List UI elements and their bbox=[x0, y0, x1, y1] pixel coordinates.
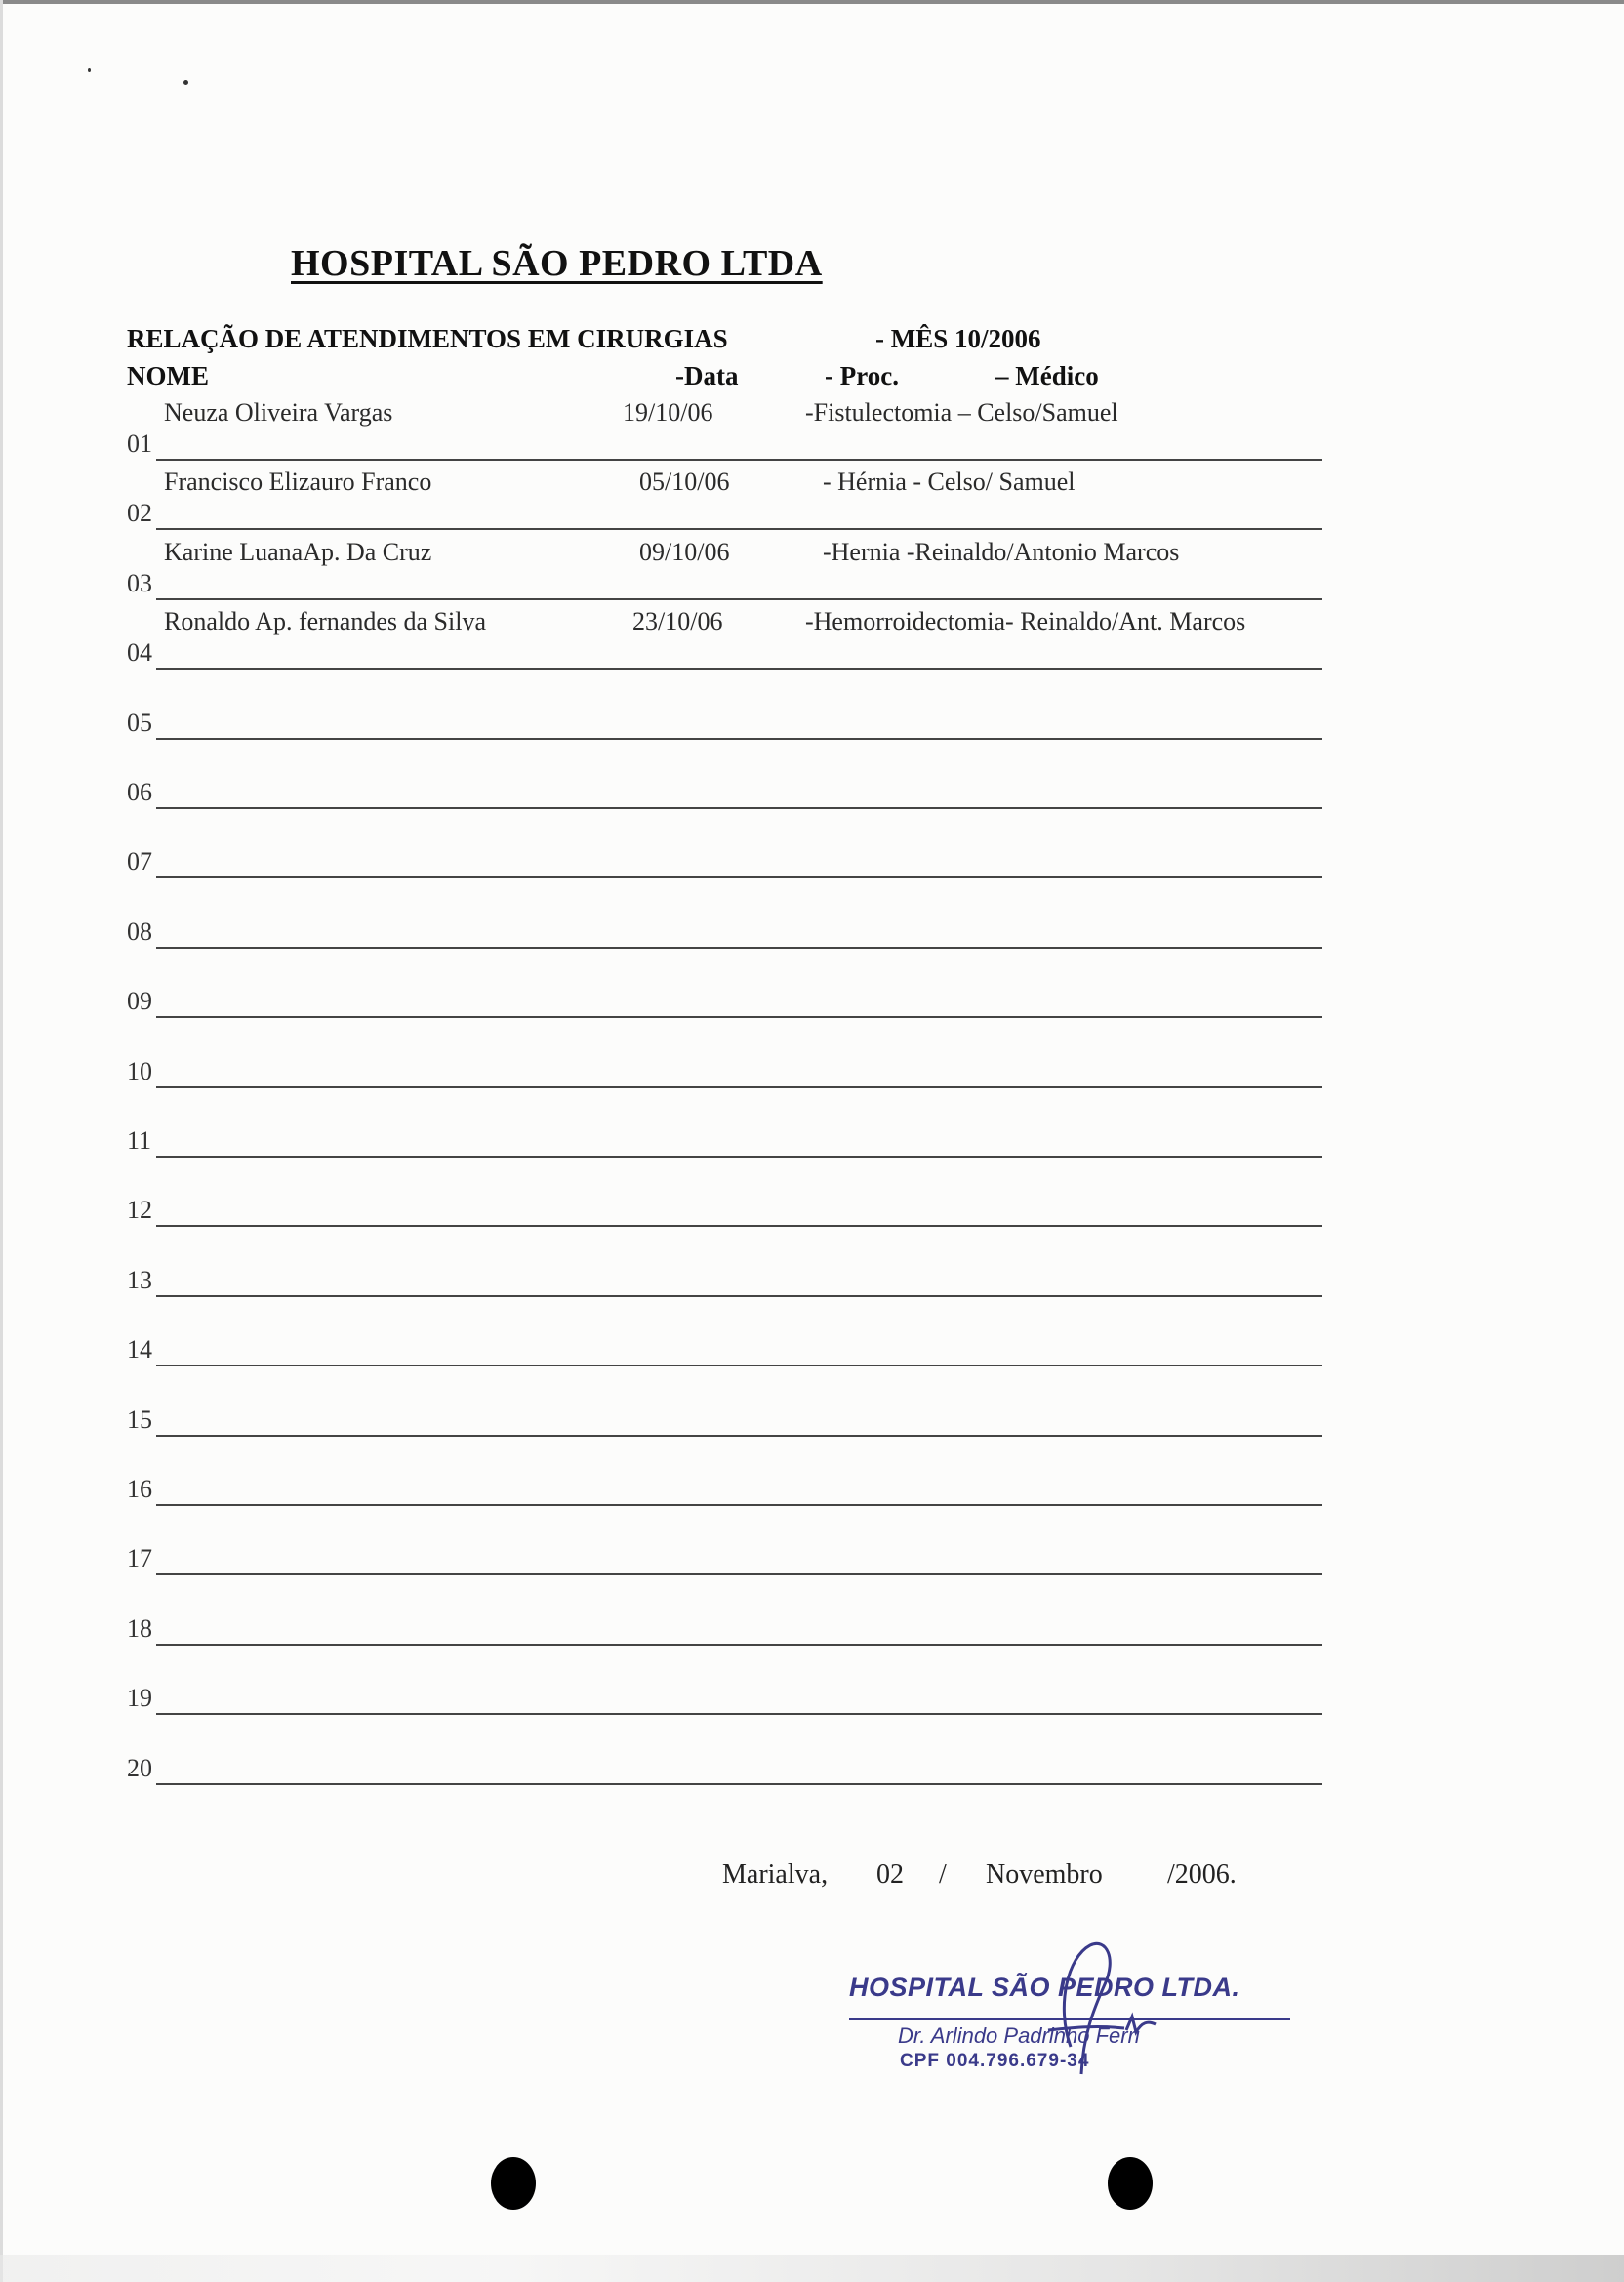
row-number: 06 bbox=[127, 778, 152, 806]
footer-month: Novembro bbox=[986, 1859, 1103, 1890]
report-title: RELAÇÃO DE ATENDIMENTOS EM CIRURGIAS bbox=[127, 324, 728, 353]
row-rule bbox=[156, 1365, 1322, 1366]
row-number: 05 bbox=[127, 709, 152, 737]
row-rule bbox=[156, 1225, 1322, 1227]
row-number: 09 bbox=[127, 987, 152, 1015]
row-rule bbox=[156, 947, 1322, 949]
row-number: 04 bbox=[127, 638, 152, 667]
column-header-procedure: - Proc. bbox=[825, 361, 899, 390]
procedure-date: 19/10/06 bbox=[623, 398, 713, 427]
row-rule bbox=[156, 1295, 1322, 1297]
row-number: 14 bbox=[127, 1335, 152, 1364]
punch-hole-right bbox=[1108, 2157, 1153, 2210]
row-rule bbox=[156, 1644, 1322, 1646]
row-number: 15 bbox=[127, 1406, 152, 1434]
row-number: 12 bbox=[127, 1196, 152, 1224]
stamp-signature-line bbox=[849, 2018, 1290, 2020]
report-month: - MÊS 10/2006 bbox=[875, 324, 1041, 353]
column-header-date: -Data bbox=[675, 361, 739, 390]
row-number: 20 bbox=[127, 1754, 152, 1782]
patient-name: Neuza Oliveira Vargas bbox=[164, 398, 393, 427]
procedure-and-doctor: - Hérnia - Celso/ Samuel bbox=[823, 468, 1076, 496]
row-number: 13 bbox=[127, 1266, 152, 1294]
footer-city: Marialva, bbox=[722, 1859, 829, 1890]
row-rule bbox=[156, 668, 1322, 670]
row-rule bbox=[156, 738, 1322, 740]
row-number: 08 bbox=[127, 917, 152, 946]
stamp-doctor-name: Dr. Arlindo Padrinho Ferri bbox=[898, 2023, 1140, 2048]
row-rule bbox=[156, 1504, 1322, 1506]
row-number: 03 bbox=[127, 569, 152, 597]
row-rule bbox=[156, 1713, 1322, 1715]
row-rule bbox=[156, 1016, 1322, 1018]
footer-year: /2006. bbox=[1167, 1859, 1237, 1890]
procedure-and-doctor: -Hernia -Reinaldo/Antonio Marcos bbox=[823, 538, 1180, 566]
scan-noise-bottom bbox=[0, 2255, 1624, 2282]
row-rule bbox=[156, 807, 1322, 809]
hospital-title: HOSPITAL SÃO PEDRO LTDA bbox=[291, 243, 823, 284]
row-number: 17 bbox=[127, 1544, 152, 1572]
stamp-cpf: CPF 004.796.679-34 bbox=[900, 2051, 1090, 2071]
scan-speck bbox=[183, 80, 188, 85]
row-rule bbox=[156, 1086, 1322, 1088]
row-rule bbox=[156, 1573, 1322, 1575]
patient-name: Ronaldo Ap. fernandes da Silva bbox=[164, 607, 486, 635]
row-rule bbox=[156, 459, 1322, 461]
row-number: 19 bbox=[127, 1684, 152, 1712]
row-rule bbox=[156, 876, 1322, 878]
row-number: 16 bbox=[127, 1475, 152, 1503]
procedure-date: 09/10/06 bbox=[639, 538, 730, 566]
row-number: 18 bbox=[127, 1614, 152, 1643]
row-rule bbox=[156, 598, 1322, 600]
row-rule bbox=[156, 1783, 1322, 1785]
procedure-and-doctor: -Hemorroidectomia- Reinaldo/Ant. Marcos bbox=[805, 607, 1246, 635]
procedure-date: 05/10/06 bbox=[639, 468, 730, 496]
patient-name: Francisco Elizauro Franco bbox=[164, 468, 432, 496]
column-header-name: NOME bbox=[127, 361, 209, 390]
stamp-hospital-name: HOSPITAL SÃO PEDRO LTDA. bbox=[849, 1973, 1240, 2002]
column-header-doctor: – Médico bbox=[995, 361, 1099, 390]
row-number: 07 bbox=[127, 847, 152, 876]
footer-day: 02 bbox=[876, 1859, 904, 1890]
row-rule bbox=[156, 528, 1322, 530]
hospital-stamp bbox=[841, 1937, 1310, 2084]
row-number: 01 bbox=[127, 429, 152, 458]
footer-separator: / bbox=[939, 1859, 947, 1890]
procedure-and-doctor: -Fistulectomia – Celso/Samuel bbox=[805, 398, 1118, 427]
punch-hole-left bbox=[491, 2157, 536, 2210]
row-number: 11 bbox=[127, 1126, 152, 1155]
patient-name: Karine LuanaAp. Da Cruz bbox=[164, 538, 432, 566]
row-rule bbox=[156, 1435, 1322, 1437]
row-number: 02 bbox=[127, 499, 152, 527]
scan-border-left bbox=[0, 0, 3, 2282]
row-rule bbox=[156, 1156, 1322, 1158]
procedure-date: 23/10/06 bbox=[632, 607, 723, 635]
row-number: 10 bbox=[127, 1057, 152, 1085]
